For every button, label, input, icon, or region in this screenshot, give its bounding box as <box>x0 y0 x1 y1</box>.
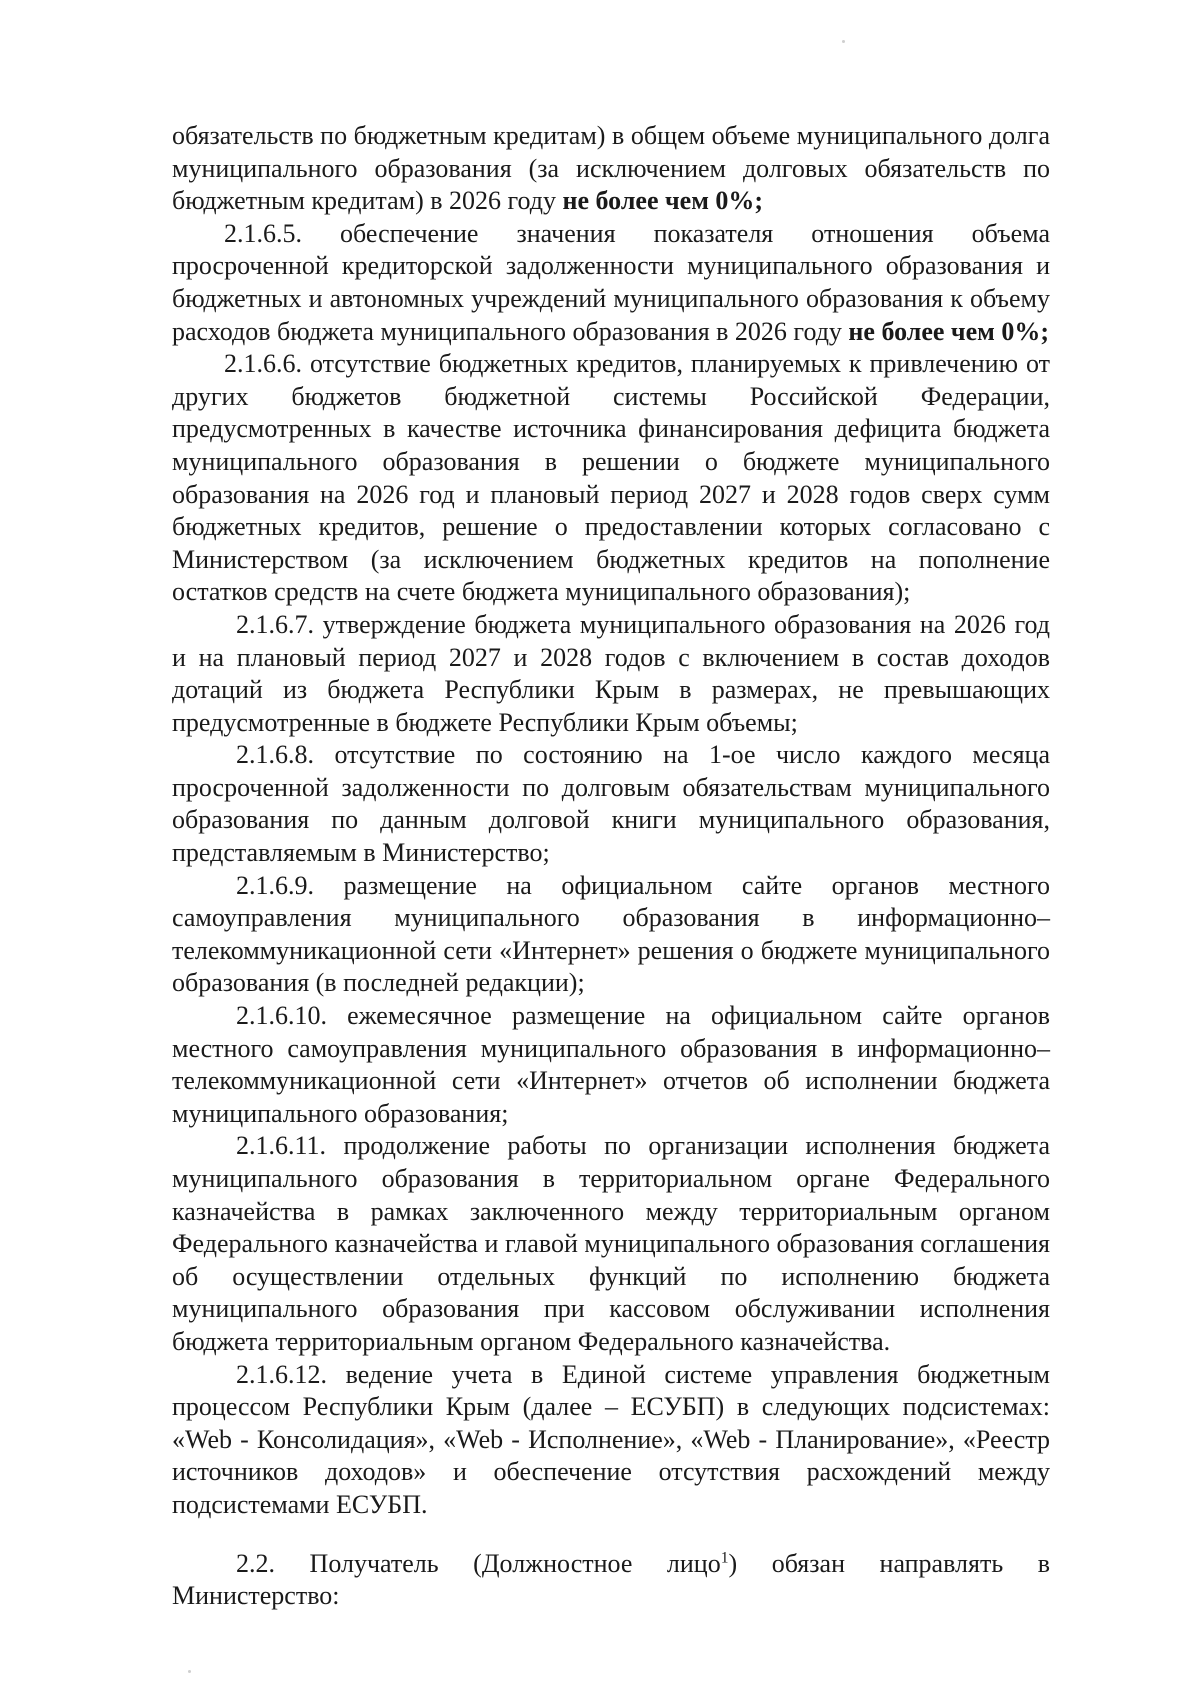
scan-speck <box>188 1670 191 1673</box>
paragraph-text: 2.1.6.5. обеспечение значения показателя отношения объема просроченной кредиторской задолженности муниципального образования и бюджетных и автономных учреждений муниципального образования к объему расходов бюджета муниципального образования в 2026 году <box>172 218 1050 346</box>
document-body <box>172 120 1050 1613</box>
paragraph-2-1-6-9: 2.1.6.9. размещение на официальном сайте органов местного самоуправления муниципального образования в информационно–телекоммуникационной сети «Интернет» решения о бюджете муниципального образования (в последней редакции); <box>172 870 1050 998</box>
paragraph-2-1-6-6: 2.1.6.6. отсутствие бюджетных кредитов, планируемых к привлечению от других бюджетов бюджетной системы Российской Федерации, предусмотренных в качестве источника финансирования дефицита бюджета муниципального образования в решении о бюджете муниципального образования на 2026 год и плановый период 2027 и 2028 годов сверх сумм бюджетных кредитов, решение о предоставлении которых согласовано с Министерством (за исключением бюджетных кредитов на пополнение остатков средств на счете бюджета муниципального образования); <box>172 349 1050 607</box>
footnote-mark: 1 <box>720 1548 729 1566</box>
paragraph-text: ) обязан направлять в Министерство: <box>172 1548 1050 1611</box>
paragraph-emphasis: не более чем 0%; <box>562 186 764 216</box>
paragraph-continuation <box>172 120 1050 218</box>
scan-speck <box>842 40 845 43</box>
paragraph-2-1-6-12: 2.1.6.12. ведение учета в Единой системе управления бюджетным процессом Республики Крым (далее – ЕСУБП) в следующих подсистемах: «Web - Консолидация», «Web - Исполнение», «Web - Планирование», «Реестр источников доходов» и обеспечение отсутствия расхождений между подсистемами ЕСУБП. <box>172 1359 1050 1519</box>
paragraph-2-1-6-10: 2.1.6.10. ежемесячное размещение на официальном сайте органов местного самоуправления муниципального образования в информационно–телекоммуникационной сети «Интернет» отчетов об исполнении бюджета муниципального образования; <box>172 1001 1050 1128</box>
paragraph-text: 2.2. Получатель (Должностное лицо <box>236 1548 721 1578</box>
paragraph-2-1-6-8: 2.1.6.8. отсутствие по состоянию на 1-ое число каждого месяца просроченной задолженности по долговым обязательствам муниципального образования по данным долговой книги муниципального образования, представляемым в Министерство; <box>172 740 1050 868</box>
paragraph-text: обязательств по бюджетным кредитам) в общем объеме муниципального долга муниципального образования (за исключением долговых обязательств по бюджетным кредитам) в 2026 году <box>172 121 1050 216</box>
paragraph-2-1-6-7: 2.1.6.7. утверждение бюджета муниципального образования на 2026 год и на плановый период 2027 и 2028 годов с включением в состав доходов дотаций из бюджета Республики Крым в размерах, не превышающих предусмотренные в бюджете Республики Крым объемы; <box>172 609 1050 737</box>
paragraph-2-1-6-11: 2.1.6.11. продолжение работы по организации исполнения бюджета муниципального образования в территориальном органе Федерального казначейства в рамках заключенного между территориальным органом Федерального казначейства и главой муниципального образования соглашения об осуществлении отдельных функций по исполнению бюджета муниципального образования при кассовом обслуживании исполнения бюджета территориальным органом Федерального казначейства. <box>172 1131 1050 1356</box>
paragraph-emphasis: не более чем 0%; <box>848 316 1049 346</box>
paragraph-2-2 <box>172 1548 1050 1613</box>
paragraph-2-1-6-5 <box>172 218 1050 348</box>
